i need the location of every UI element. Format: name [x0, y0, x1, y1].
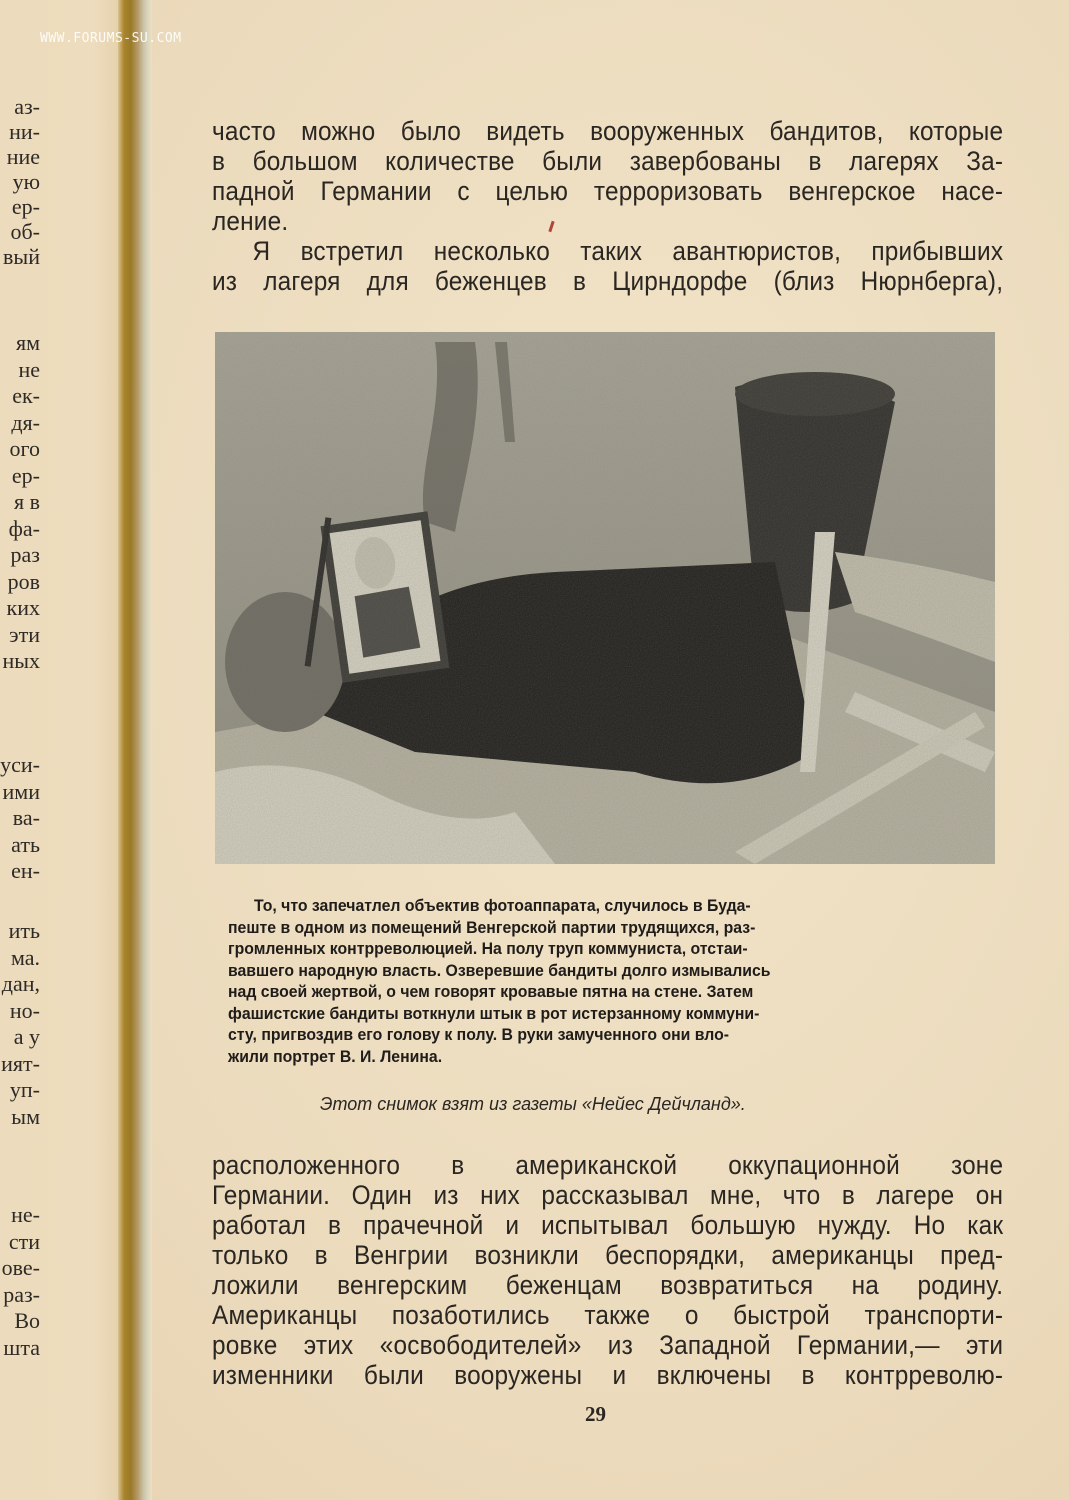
- left-fragment: раз: [10, 542, 40, 567]
- left-fragment: ую: [12, 169, 40, 194]
- left-fragment: ен-: [11, 858, 40, 883]
- caption-line: пеште в одном из помещений Венгерской партии трудящихся, раз-: [228, 917, 756, 937]
- left-fragment: ият-: [1, 1050, 40, 1076]
- text-line: часто можно было видеть вооруженных бандитов, которые: [212, 116, 1004, 146]
- text-line: в большом количестве были завербованы в лагерях За-: [212, 146, 1004, 176]
- photo-grain: [215, 332, 995, 864]
- left-fragment: уси-: [0, 752, 40, 777]
- left-fragment: дан,: [1, 971, 40, 996]
- left-fragment: ове-: [1, 1255, 40, 1280]
- left-fragment: не: [18, 356, 40, 382]
- left-fragment: ого: [9, 436, 40, 461]
- text-line: работал в прачечной и испытывал большую нужду. Но как: [212, 1210, 1004, 1240]
- left-fragment: а у: [13, 1024, 40, 1049]
- text-line: расположенного в американской оккупационной зоне: [212, 1150, 1004, 1180]
- left-fragment: фа-: [8, 515, 40, 541]
- left-fragment: не-: [11, 1202, 40, 1227]
- left-fragment: ими: [2, 778, 40, 804]
- photo-source: Этот снимок взят из газеты «Нейес Дейчланд».: [320, 1094, 746, 1114]
- left-fragment: ние: [6, 144, 40, 169]
- left-fragment: я в: [13, 489, 40, 514]
- left-page-fragments-mid: [2, 330, 40, 675]
- body-text-top: [212, 116, 1003, 296]
- text-line: ление.: [212, 206, 289, 236]
- text-line: Американцы позаботились также о быстрой транспорти-: [212, 1300, 1004, 1330]
- text-line: изменники были вооружены и включены в контрреволю-: [212, 1360, 1004, 1390]
- left-fragment: ям: [15, 330, 40, 355]
- text-line: падной Германии с целью терроризовать венгерское насе-: [212, 176, 1004, 206]
- left-page-fragments-top: [3, 94, 40, 269]
- left-fragment: раз-: [3, 1281, 40, 1307]
- caption-line: вавшего народную власть. Озверевшие бандиты долго измывались: [228, 960, 771, 980]
- body-text-bottom: [212, 1150, 1003, 1390]
- left-fragment: дя-: [11, 409, 40, 435]
- text-line: ровке этих «освободителей» из Западной Германии,— эти: [212, 1330, 1004, 1360]
- left-fragment: ма.: [10, 944, 40, 970]
- left-fragment: Во: [14, 1308, 40, 1333]
- text-line: Германии. Один из них рассказывал мне, что в лагере он: [212, 1180, 1004, 1210]
- caption-line: сту, пригвоздив его голову к полу. В руки замученного они вло-: [228, 1025, 730, 1044]
- left-page-fragments-lower: [0, 752, 40, 885]
- photo-illustration: [215, 332, 995, 864]
- left-fragment: ни-: [9, 119, 40, 144]
- left-page-fragments-lower2: [1, 918, 40, 1130]
- left-fragment: ких: [6, 595, 40, 620]
- caption-line: фашистские бандиты воткнули штык в рот истерзанному коммуни-: [228, 1003, 760, 1023]
- caption-line: над своей жертвой, о чем говорят кровавые пятна на стене. Затем: [228, 982, 754, 1001]
- left-fragment: уп-: [9, 1077, 40, 1102]
- left-fragment: вый: [3, 244, 40, 269]
- left-fragment: эти: [9, 621, 40, 647]
- left-fragment: ать: [11, 831, 40, 857]
- watermark: WWW.FORUMS-SU.COM: [40, 31, 182, 46]
- caption-line: жили портрет В. И. Ленина.: [228, 1046, 443, 1066]
- left-fragment: ер-: [11, 462, 40, 488]
- photo-caption: [228, 895, 1009, 1067]
- left-fragment: сти: [8, 1228, 40, 1254]
- left-fragment: ить: [8, 918, 40, 943]
- left-fragment: ных: [2, 648, 40, 673]
- photograph: [215, 332, 995, 864]
- left-fragment: шта: [3, 1334, 40, 1360]
- left-fragment: аз-: [14, 94, 40, 119]
- text-line: только в Венгрии возникли беспорядки, американцы пред-: [212, 1240, 1004, 1270]
- page-number: 29: [585, 1402, 606, 1426]
- caption-line: То, что запечатлел объектив фотоаппарата, случилось в Буда-: [254, 896, 751, 915]
- left-fragment: ва-: [12, 805, 40, 830]
- text-line: ложили венгерским беженцам возвратиться на родину.: [212, 1270, 1004, 1300]
- left-fragment: ров: [7, 568, 40, 594]
- caption-line: громленных контрреволюцией. На полу труп коммуниста, отстаи-: [228, 939, 748, 958]
- left-fragment: но-: [9, 997, 40, 1023]
- left-page-fragments-bottom: [2, 1202, 40, 1361]
- left-fragment: ым: [11, 1103, 40, 1129]
- text-line: из лагеря для беженцев в Цирндорфе (близ Нюрнберга),: [212, 266, 1004, 296]
- left-fragment: ек-: [12, 383, 40, 408]
- text-line: Я встретил несколько таких авантюристов, прибывших: [252, 236, 1004, 266]
- left-fragment: ер-: [11, 194, 40, 219]
- book-gutter: [118, 0, 152, 1500]
- left-fragment: об-: [10, 219, 40, 244]
